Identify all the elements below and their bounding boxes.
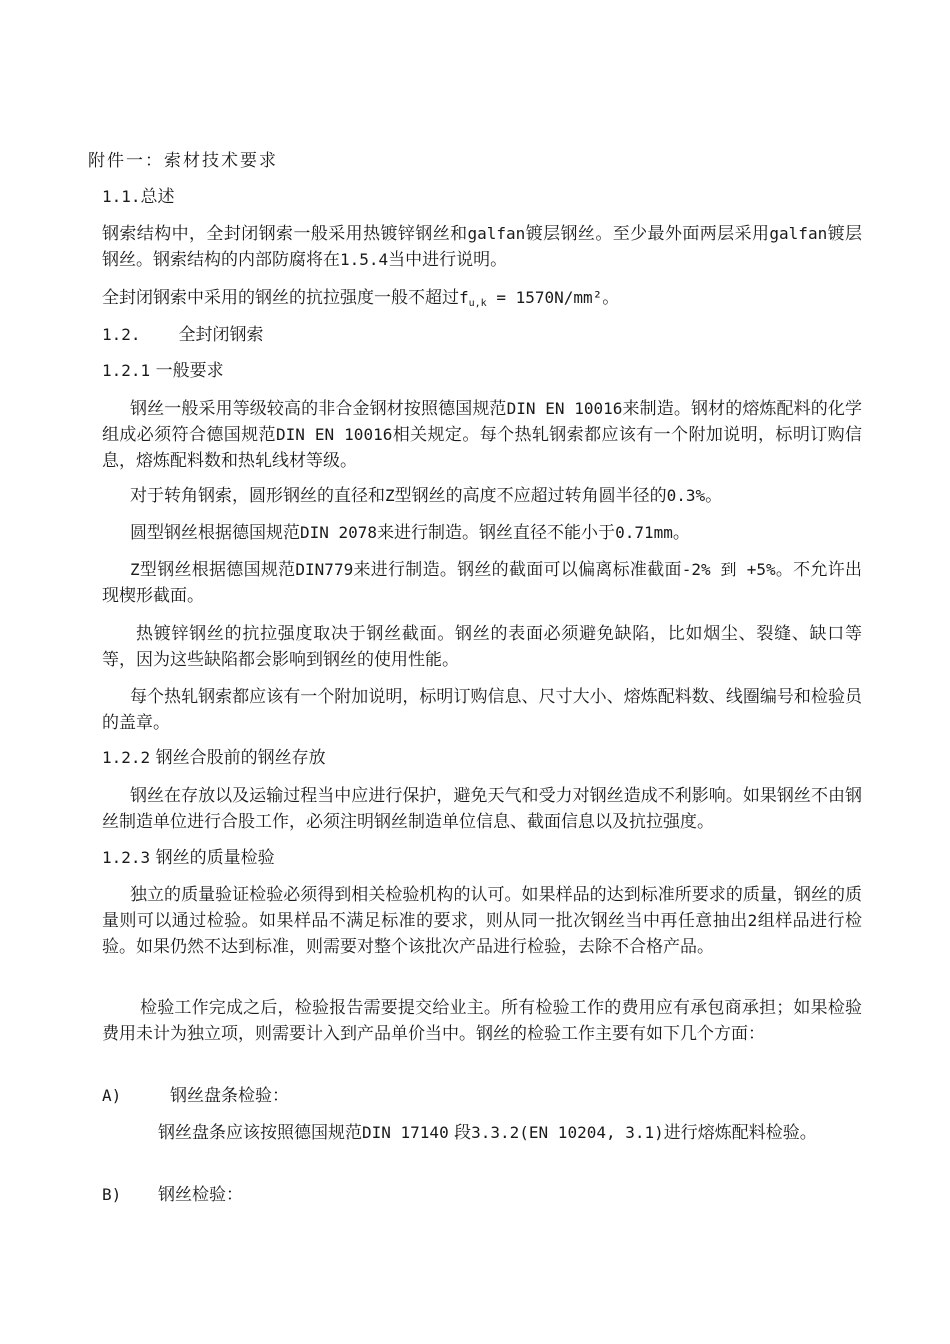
section-label: 全封闭钢索: [178, 325, 264, 345]
heading-1-2: [102, 322, 862, 348]
heading-1-1: [102, 184, 862, 210]
section-number: 1.2.2: [102, 748, 151, 767]
list-item-a-title: 钢丝盘条检验：: [170, 1086, 289, 1106]
paragraph-tensile-strength: 全封闭钢索中采用的钢丝的抗拉强度一般不超过$f_{u,k} = 1570N/mm^2$。: [102, 288, 620, 309]
list-item-b-title: 钢丝检验：: [158, 1185, 243, 1205]
paragraph-galvanized: 热镀锌钢丝的抗拉强度取决于钢丝截面。钢丝的表面必须避免缺陷，比如烟尘、裂缝、缺口等等，因为这些缺陷都会影响到钢丝的使用性能。: [102, 624, 862, 670]
section-label: 钢丝合股前的钢丝存放: [155, 748, 326, 768]
paragraph-round-wire: 圆型钢丝根据德国规范DIN 2078来进行制造。钢丝直径不能小于0.71mm。: [130, 523, 690, 543]
heading-1-2-3: [102, 845, 862, 871]
attachment-title: 附件一：索材技术要求: [88, 151, 278, 171]
section-number: 1.2.3: [102, 848, 151, 867]
section-label: 总述: [140, 187, 175, 207]
heading-1-2-1: [102, 358, 862, 384]
paragraph-storage: 钢丝在存放以及运输过程当中应进行保护，避免天气和受力对钢丝造成不利影响。如果钢丝不由钢丝制造单位进行合股工作，必须注明钢丝制造单位信息、截面信息以及抗拉强度。: [102, 786, 862, 832]
paragraph-corner-cable: 对于转角钢索，圆形钢丝的直径和Z型钢丝的高度不应超过转角圆半径的0.3%。: [130, 486, 723, 506]
section-label: 钢丝的质量检验: [155, 848, 275, 868]
section-label: 一般要求: [155, 361, 224, 381]
paragraph-overview: 钢索结构中，全封闭钢索一般采用热镀锌钢丝和galfan镀层钢丝。至少最外面两层采用galfan镀层钢丝。钢索结构的内部防腐将在1.5.4当中进行说明。: [102, 224, 863, 270]
heading-1-2-2: [102, 745, 862, 771]
paragraph-z-wire: Z型钢丝根据德国规范DIN779来进行制造。钢丝的截面可以偏离标准截面-2% 到 +5%。不允许出现楔形截面。: [102, 560, 863, 606]
section-number: 1.2.: [102, 325, 141, 344]
paragraph-wire-material: 钢丝一般采用等级较高的非合金钢材按照德国规范DIN EN 10016来制造。钢材的熔炼配料的化学组成必须符合德国规范DIN EN 10016相关规定。每个热轧钢索都应该有一个附加说明，标明订购信息，熔炼配料数和热轧线材等级。: [102, 399, 863, 471]
section-number: 1.2.1: [102, 361, 151, 380]
paragraph-quality-check: 独立的质量验证检验必须得到相关检验机构的认可。如果样品的达到标准所要求的质量，钢丝的质量则可以通过检验。如果样品不满足标准的要求，则从同一批次钢丝当中再任意抽出2组样品进行检验。如果仍然不达到标准，则需要对整个该批次产品进行检验，去除不合格产品。: [102, 885, 862, 957]
section-number: 1.1.: [102, 187, 141, 206]
list-marker-a: A): [102, 1086, 122, 1105]
paragraph-attachment-note: 每个热轧钢索都应该有一个附加说明，标明订购信息、尺寸大小、熔炼配料数、线圈编号和检验员的盖章。: [102, 687, 862, 733]
paragraph-inspection-report: 检验工作完成之后，检验报告需要提交给业主。所有检验工作的费用应有承包商承担；如果检验费用未计为独立项，则需要计入到产品单价当中。钢丝的检验工作主要有如下几个方面：: [102, 998, 862, 1044]
list-item-a-body: 钢丝盘条应该按照德国规范DIN 17140 段3.3.2(EN 10204, 3.1)进行熔炼配料检验。: [158, 1123, 817, 1143]
list-marker-b: B): [102, 1185, 122, 1204]
